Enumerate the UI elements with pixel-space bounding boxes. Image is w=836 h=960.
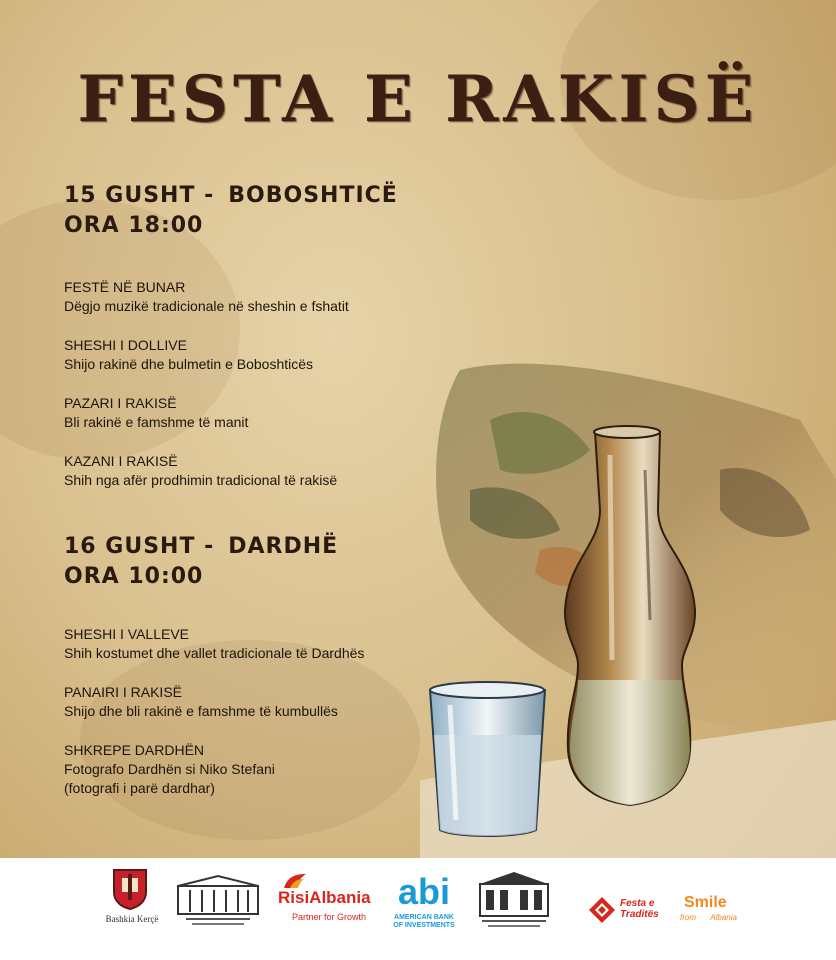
paper-stain xyxy=(80,640,420,840)
event-desc: Shijo rakinë dhe bulmetin e Boboshticës xyxy=(64,356,314,372)
day2-header xyxy=(64,534,338,559)
abi-tagline-line2: OF INVESTMENTS xyxy=(393,922,455,929)
smile-logo-text: Smile xyxy=(684,894,727,911)
event-item xyxy=(64,683,338,721)
event-name: SHESHI I DOLLIVE xyxy=(64,337,187,353)
event-item xyxy=(64,278,349,316)
event-desc: Shih nga afër prodhimin tradicional të rakisë xyxy=(64,472,338,488)
festa-tradites-icon xyxy=(588,896,616,924)
event-name: PANAIRI I RAKISË xyxy=(64,684,182,700)
event-name: KAZANI I RAKISË xyxy=(64,453,178,469)
smile-logo-sub xyxy=(680,913,737,922)
risi-logo-name: RisiAlbania xyxy=(278,888,371,907)
event-desc: Shih kostumet dhe vallet tradicionale të Dardhës xyxy=(64,645,365,661)
smile-albania: Albania xyxy=(710,913,737,922)
day1-time: ORA 18:00 xyxy=(64,213,204,238)
day1-place: BOBOSHTICË xyxy=(228,183,398,208)
event-desc: Dëgjo muzikë tradicionale në sheshin e fshatit xyxy=(64,298,349,314)
poster-title: FESTA E RAKISË xyxy=(77,62,759,137)
event-desc: Fotografo Dardhën si Niko Stefani xyxy=(64,761,275,777)
ministry-tourism-logo xyxy=(474,866,554,930)
festa-tradites-text xyxy=(620,898,659,920)
event-name: SHKREPE DARDHËN xyxy=(64,742,205,758)
event-item xyxy=(64,336,313,374)
day2-date: 16 GUSHT - xyxy=(64,534,215,559)
event-item xyxy=(64,394,248,432)
risi-tagline: Partner for Growth xyxy=(292,912,367,922)
event-item xyxy=(64,452,337,490)
event-desc: (fotografi i parë dardhar) xyxy=(64,780,215,796)
event-desc: Shijo dhe bli rakinë e famshme të kumbullës xyxy=(64,703,338,719)
day1-header xyxy=(64,183,398,208)
rakia-bottle-illustration xyxy=(420,360,836,860)
festa-line2: Traditës xyxy=(620,909,659,920)
day2-place: DARDHË xyxy=(228,534,339,559)
event-item xyxy=(64,625,364,663)
smile-from: from xyxy=(680,913,696,922)
risi-logo-text xyxy=(278,888,371,908)
festa-line1: Festa e xyxy=(620,898,655,909)
ministry-agriculture-logo xyxy=(176,872,260,928)
kerce-logo-text: Bashkia Kerçë xyxy=(105,914,159,924)
abi-tagline xyxy=(386,914,462,930)
day1-date: 15 GUSHT - xyxy=(64,183,215,208)
event-name: SHESHI I VALLEVE xyxy=(64,626,190,642)
day2-time: ORA 10:00 xyxy=(64,564,204,589)
event-item xyxy=(64,741,275,798)
abi-logo-text: abi xyxy=(397,871,450,912)
event-name: FESTË NË BUNAR xyxy=(64,279,186,295)
event-desc: Bli rakinë e famshme të manit xyxy=(64,414,249,430)
event-name: PAZARI I RAKISË xyxy=(64,395,177,411)
kerce-crest-logo xyxy=(110,866,150,910)
abi-tagline-line1: AMERICAN BANK xyxy=(394,914,454,921)
